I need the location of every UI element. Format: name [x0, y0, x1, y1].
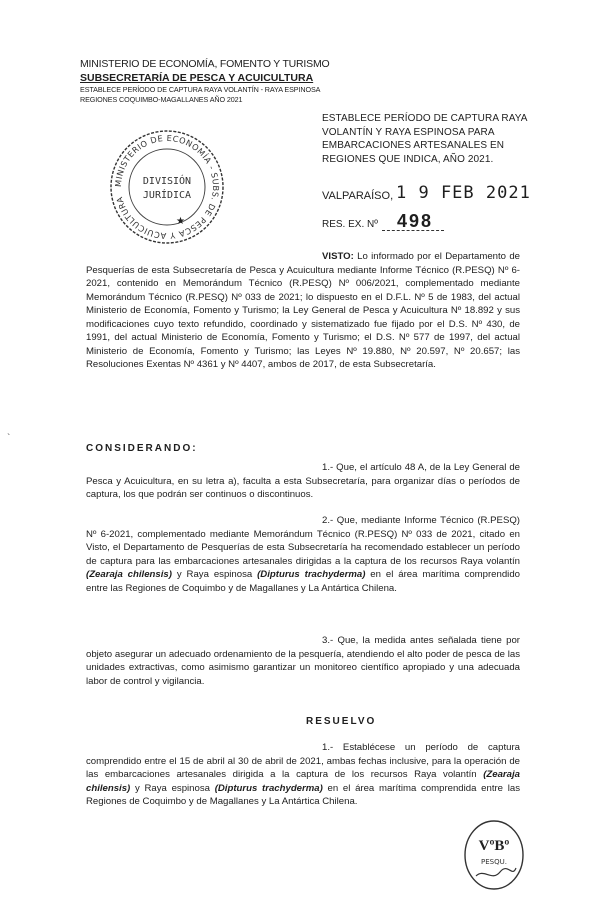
vobo-stamp	[462, 818, 526, 892]
margin-mark: `	[7, 433, 11, 444]
considerando-paragraph-1: 1.- Que, el artículo 48 A, de la Ley General de Pesca y Acuicultura, en su letra a), faculta a esta Subsecretaría, para organizar días o períodos de captura, los que podrán ser continuos o discontinuos.	[86, 462, 520, 500]
considerando-p2-text-b: y Raya espinosa	[171, 569, 258, 580]
seal-center-line-2: JURÍDICA	[142, 190, 192, 201]
visto-paragraph	[86, 250, 520, 372]
res-number: 498	[397, 211, 434, 231]
species-name-dipturus: (Dipturus trachyderma)	[257, 569, 366, 580]
letterhead-subtitle-1: ESTABLECE PERÍODO DE CAPTURA RAYA VOLANTÍN - RAYA ESPINOSA	[80, 85, 321, 94]
seal-center-line-1: DIVISIÓN	[142, 176, 192, 187]
res-label: RES. EX. Nº	[322, 219, 378, 230]
considerando-heading: CONSIDERANDO:	[86, 443, 198, 454]
vobo-sub: PESQU.	[481, 858, 507, 866]
resuelvo-p1-text-c: en el área marítima comprendida entre las Regiones de Coquimbo y de Magallanes y La Antártica Chilena.	[86, 782, 520, 807]
letterhead	[80, 58, 330, 105]
vobo-label: VºBº	[478, 838, 510, 854]
species-name-zearaja: (Zearaja chilensis)	[86, 769, 520, 794]
letterhead-subtitle-2: REGIONES COQUIMBO-MAGALLANES AÑO 2021	[80, 95, 243, 104]
resuelvo-paragraph-1	[86, 741, 520, 809]
seal-ring-text: MINISTERIO DE ECONOMÍA - SUBS. DE PESCA Y ACUICULTURA	[112, 132, 222, 242]
species-name-dipturus: (Dipturus trachyderma)	[214, 782, 323, 794]
species-name-zearaja: (Zearaja chilensis)	[86, 569, 172, 580]
considerando-paragraph-3: 3.- Que, la medida antes señalada tiene por objeto asegurar un adecuado ordenamiento de la pesquería, atendiendo el alto poder de pesca de las unidades extractivas, como asimismo garantizar un monitoreo científico apropiado y una adecuada labor de control y vigilancia.	[86, 635, 520, 687]
subsecretaria-name: SUBSECRETARÍA DE PESCA Y ACUICULTURA	[80, 72, 314, 84]
considerando-paragraph-2	[86, 514, 520, 595]
considerando-p2-text-c: en el área marítima comprendido entre las Regiones de Coquimbo y de Magallanes y La Antártica Chilena.	[86, 569, 520, 594]
considerando-p2-text-a: 2.- Que, mediante Informe Técnico (R.PESQ) Nº 6-2021, complementado mediante Memorándum Técnico (R.PESQ) Nº 033 de 2021, citado en Visto, el Departamento de Pesquerías de esta Subsecretaría ha recomendado establecer un período de captura para las embarcaciones artesanales dirigidas a la captura de los recursos Raya volantín	[86, 515, 520, 567]
vobo-signature-scribble	[476, 868, 516, 876]
visto-label: VISTO:	[322, 251, 354, 262]
resuelvo-heading: RESUELVO	[306, 716, 377, 727]
resuelvo-p1-text-a: 1.- Establécese un período de captura comprendido entre el 15 de abril al 30 de abril de 2021, ambas fechas inclusive, para la operación de las embarcaciones artesanales dirigida a la captura de los recursos Raya volantín	[86, 742, 520, 780]
ministry-name: MINISTERIO DE ECONOMÍA, FOMENTO Y TURISMO	[80, 58, 330, 70]
resuelvo-p1-text-b: y Raya espinosa	[130, 782, 215, 794]
place: VALPARAÍSO,	[322, 190, 394, 202]
date-stamp: 1 9 FEB 2021	[396, 183, 531, 203]
division-juridica-seal	[108, 128, 226, 246]
visto-text: Lo informado por el Departamento de Pesquerías de esta Subsecretaría de Pesca y Acuicultura mediante Informe Técnico (R.PESQ) Nº 6-2021, contenido en Memorándum Técnico (R.PESQ) Nº 006/2021, complementado mediante Memorándum Técnico (R.PESQ) Nº 033 de 2021; lo dispuesto en el D.F.L. Nº 5 de 1983, del actual Ministerio de Economía, Fomento y Turismo; la Ley General de Pesca y Acuicultura Nº 18.892 y sus modificaciones cuyo texto refundido, coordinado y sistematizado fue fijado por el D.S. Nº 430, de 1991, del actual Ministerio de Economía, Fomento y Turismo; el D.S. Nº 577 de 1997, del actual Ministerio de Economía, Fomento y Turismo; las Leyes Nº 19.880, Nº 20.597, Nº 20.657; las Resoluciones Exentas Nº 4361 y Nº 4407, ambos de 2017, de esta Subsecretaría.	[86, 251, 520, 370]
seal-star-icon: ★	[176, 216, 185, 227]
resolution-title: ESTABLECE PERÍODO DE CAPTURA RAYA VOLANTÍN Y RAYA ESPINOSA PARA EMBARCACIONES ARTESANALES EN REGIONES QUE INDICA, AÑO 2021.	[322, 113, 528, 165]
